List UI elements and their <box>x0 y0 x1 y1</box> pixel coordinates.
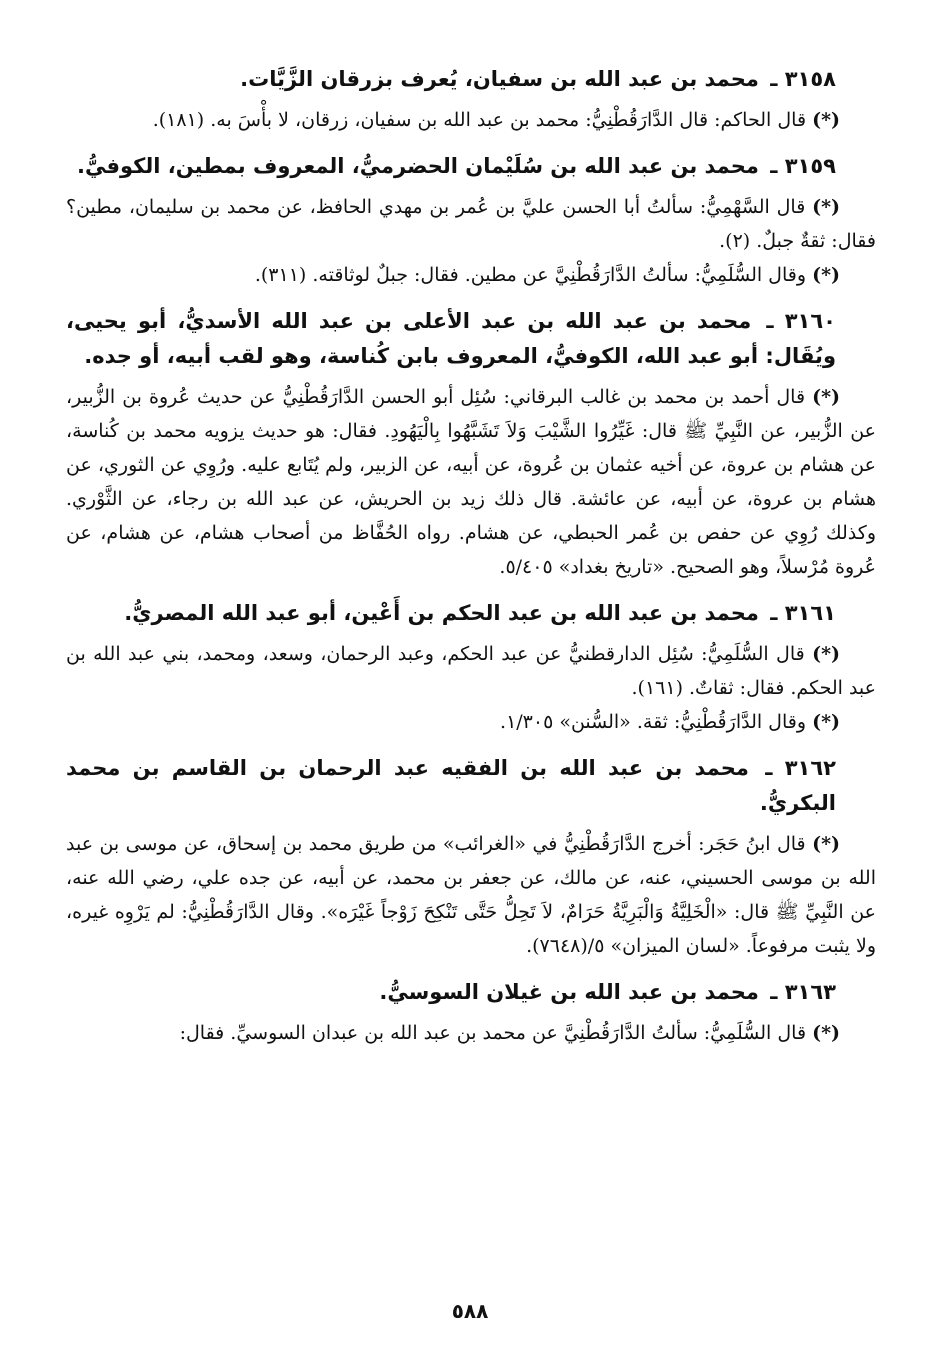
page-body <box>66 62 876 1062</box>
entry-3159 <box>66 149 876 292</box>
paragraph-marker: (*) <box>812 1022 840 1044</box>
paragraph-text: وقال السُّلَمِيُّ: سألتُ الدَّارَقُطْنِيَّ عن مطين. فقال: جبلٌ لوثاقته. (٣١١). <box>254 264 807 286</box>
entry-heading <box>66 751 876 821</box>
paragraph-text: وقال الدَّارَقُطْنِيُّ: ثقة. «السُّنن» ١/٣٠٥. <box>500 711 807 733</box>
entry-title: محمد بن عبد الله بن عبد الحكم بن أَعْين، أبو عبد الله المصريُّ. <box>124 601 759 625</box>
page-number: ٥٨٨ <box>451 1299 489 1323</box>
entry-number: ٣١٦٣ ـ <box>770 980 836 1004</box>
entry-number: ٣١٦٢ ـ <box>765 756 836 780</box>
entry-number: ٣١٥٨ ـ <box>770 67 836 91</box>
entry-paragraph <box>66 1016 876 1050</box>
paragraph-marker: (*) <box>812 109 840 131</box>
entry-title: محمد بن عبد الله بن الفقيه عبد الرحمان بن القاسم بن محمد البكريُّ. <box>66 756 836 815</box>
entry-title: محمد بن عبد الله بن غيلان السوسيُّ. <box>379 980 759 1004</box>
entry-paragraph <box>66 103 876 137</box>
entry-paragraph <box>66 380 876 584</box>
entry-3163 <box>66 975 876 1050</box>
paragraph-text: قال السُّلَمِيُّ: سُئِل الدارقطنيُّ عن عبد الحكم، وعبد الرحمان، وسعد، ومحمد، بني عبد الله بن عبد الحكم. فقال: ثقاتٌ. (١٦١). <box>66 643 876 699</box>
paragraph-marker: (*) <box>812 833 840 855</box>
entry-heading <box>66 149 876 184</box>
paragraph-text: قال أحمد بن محمد بن غالب البرقاني: سُئِل أبو الحسن الدَّارَقُطْنِيُّ عن حديث عُروة بن الزُّبير، عن الزُّبير، عن النَّبِيِّ ﷺ قال: غَيِّرُوا الشَّيْبَ وَلاَ تَشَبَّهُوا بِالْيَهُودِ. فقال: هو حديث يزويه محمد بن كُناسة، عن هشام بن عروة، عن أخيه عثمان بن عُروة، عن أبيه، عن الزبير، ولم يُتَابع عليه. ورُوِي عن الثوري، عن هشام بن عروة، عن أبيه، عن عائشة. قال ذلك زيد بن الحريش، عن عبد الله بن رجاء، عن الثَّوْري. وكذلك رُوِي عن حفص بن عُمر الحبطي، عن هشام. رواه الحُفَّاظ من أصحاب هشام، عن هشام، عن عُروة مُرْسلاً، وهو الصحيح. «تاريخ بغداد» ٥/٤٠٥. <box>66 386 876 578</box>
entry-heading <box>66 304 876 374</box>
entry-title: محمد بن عبد الله بن سفيان، يُعرف بزرقان الزَّيَّات. <box>240 67 759 91</box>
entry-3162 <box>66 751 876 963</box>
entry-number: ٣١٥٩ ـ <box>770 154 836 178</box>
entry-3161 <box>66 596 876 739</box>
paragraph-text: قال السُّلَمِيُّ: سألتُ الدَّارَقُطْنِيَّ عن محمد بن عبد الله بن عبدان السوسيِّ. فقال: <box>179 1022 807 1044</box>
entry-title: محمد بن عبد الله بن عبد الأعلى بن عبد الله الأسديُّ، أبو يحيى، ويُقَال: أبو عبد الله، الكوفيُّ، المعروف بابن كُناسة، وهو لقب أبيه، أو جده. <box>66 309 836 368</box>
entry-title: محمد بن عبد الله بن سُلَيْمان الحضرميُّ، المعروف بمطين، الكوفيُّ. <box>77 154 759 178</box>
paragraph-marker: (*) <box>812 711 840 733</box>
entry-paragraph <box>66 190 876 258</box>
paragraph-text: قال الحاكم: قال الدَّارَقُطْنِيُّ: محمد بن عبد الله بن سفيان، زرقان، لا بأْسَ به. (١٨١). <box>152 109 807 131</box>
paragraph-text: قال السَّهْمِيُّ: سألتُ أبا الحسن عليَّ بن عُمر بن مهدي الحافظ، عن محمد بن سليمان، مطين؟ فقال: ثقةٌ جبلٌ. (٢). <box>66 196 876 252</box>
entry-number: ٣١٦٠ ـ <box>766 309 837 333</box>
entry-paragraph <box>66 705 876 739</box>
paragraph-text: قال ابنُ حَجَر: أخرج الدَّارَقُطْنِيُّ في «الغرائب» من طريق محمد بن إسحاق، عن موسى بن عبد الله بن موسى الحسيني، عنه، عن مالك، عن جعفر بن محمد، عن أبيه، عن جده علي، رضي الله عنه، عن النَّبِيِّ ﷺ قال: «الْخَلِيَّةُ وَالْبَرِيَّةُ حَرَامٌ، لاَ تَحِلُّ حَتَّى تَنْكِحَ زَوْجاً غَيْرَه». وقال الدَّارَقُطْنِيُّ: لم يَرْوِه غيره، ولا يثبت مرفوعاً. «لسان الميزان» ٥/(٧٦٤٨). <box>66 833 876 957</box>
paragraph-marker: (*) <box>812 643 840 665</box>
entry-3160 <box>66 304 876 584</box>
entry-paragraph <box>66 827 876 963</box>
entry-paragraph <box>66 637 876 705</box>
entry-3158 <box>66 62 876 137</box>
entry-heading <box>66 975 876 1010</box>
entry-number: ٣١٦١ ـ <box>770 601 836 625</box>
entry-paragraph <box>66 258 876 292</box>
paragraph-marker: (*) <box>812 196 840 218</box>
entry-heading <box>66 596 876 631</box>
entry-heading <box>66 62 876 97</box>
paragraph-marker: (*) <box>812 386 840 408</box>
paragraph-marker: (*) <box>812 264 840 286</box>
